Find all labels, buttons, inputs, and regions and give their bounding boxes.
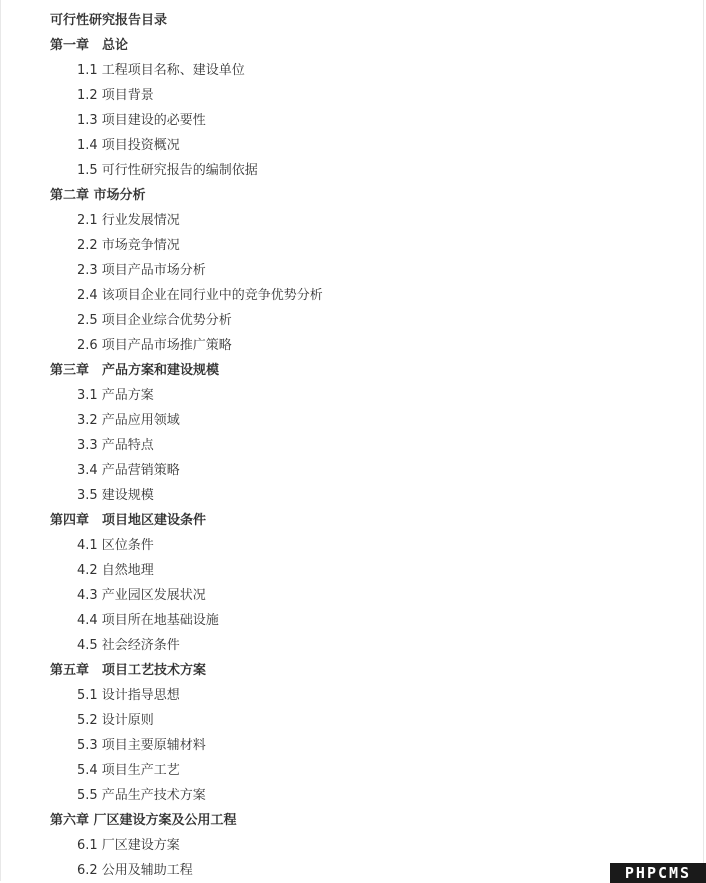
document-title: 可行性研究报告目录	[50, 13, 168, 28]
section-list	[50, 58, 690, 183]
section-item: 3.5 建设规模	[77, 488, 154, 503]
chapter-heading: 第二章 市场分析	[50, 188, 146, 203]
section-item: 6.2 公用及辅助工程	[77, 863, 193, 878]
section-list	[50, 533, 690, 658]
chapter-heading: 第六章 厂区建设方案及公用工程	[50, 813, 237, 828]
chapter-heading: 第五章 项目工艺技术方案	[50, 663, 207, 678]
chapter-2	[50, 183, 690, 358]
section-item: 4.4 项目所在地基础设施	[77, 613, 219, 628]
section-item: 3.4 产品营销策略	[77, 463, 180, 478]
section-item: 1.3 项目建设的必要性	[77, 113, 206, 128]
section-item: 2.3 项目产品市场分析	[77, 263, 206, 278]
table-of-contents	[50, 8, 690, 883]
section-item: 6.1 厂区建设方案	[77, 838, 180, 853]
section-item: 1.1 工程项目名称、建设单位	[77, 63, 245, 78]
section-item: 5.4 项目生产工艺	[77, 763, 180, 778]
section-list	[50, 208, 690, 358]
section-item: 2.6 项目产品市场推广策略	[77, 338, 232, 353]
section-item: 2.2 市场竞争情况	[77, 238, 180, 253]
section-item: 2.1 行业发展情况	[77, 213, 180, 228]
section-list	[50, 833, 690, 883]
section-item: 5.2 设计原则	[77, 713, 154, 728]
section-item: 2.4 该项目企业在同行业中的竞争优势分析	[77, 288, 323, 303]
phpcms-watermark: PHPCMS	[610, 863, 706, 883]
section-list	[50, 383, 690, 508]
chapter-1	[50, 33, 690, 183]
section-item: 1.4 项目投资概况	[77, 138, 180, 153]
section-item: 5.1 设计指导思想	[77, 688, 180, 703]
chapter-4	[50, 508, 690, 658]
section-list	[50, 683, 690, 808]
section-item: 4.3 产业园区发展状况	[77, 588, 206, 603]
section-item: 3.3 产品特点	[77, 438, 154, 453]
section-item: 2.5 项目企业综合优势分析	[77, 313, 232, 328]
section-item: 5.3 项目主要原辅材料	[77, 738, 206, 753]
section-item: 1.5 可行性研究报告的编制依据	[77, 163, 258, 178]
section-item: 5.5 产品生产技术方案	[77, 788, 206, 803]
chapter-heading: 第一章 总论	[50, 38, 129, 53]
chapter-heading: 第四章 项目地区建设条件	[50, 513, 207, 528]
section-item: 4.1 区位条件	[77, 538, 154, 553]
section-item: 4.5 社会经济条件	[77, 638, 180, 653]
chapter-5	[50, 658, 690, 808]
section-item: 3.1 产品方案	[77, 388, 154, 403]
chapter-6	[50, 808, 690, 883]
section-item: 1.2 项目背景	[77, 88, 154, 103]
section-item: 3.2 产品应用领域	[77, 413, 180, 428]
chapter-3	[50, 358, 690, 508]
chapter-heading: 第三章 产品方案和建设规模	[50, 363, 220, 378]
section-item: 4.2 自然地理	[77, 563, 154, 578]
